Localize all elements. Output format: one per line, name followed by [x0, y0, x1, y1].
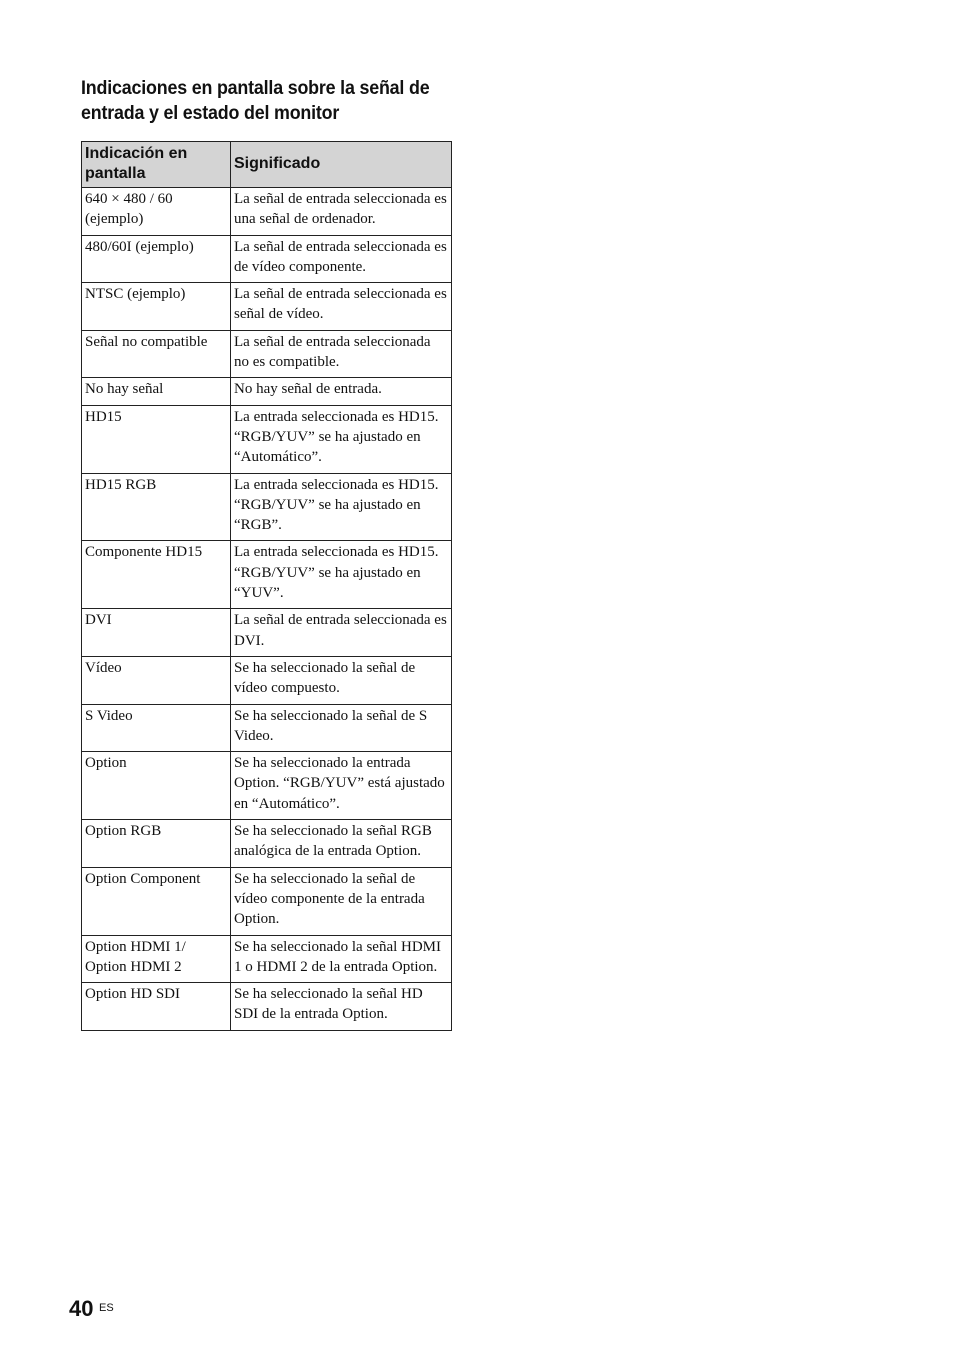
indication-cell: Option HDMI 1/ Option HDMI 2: [82, 935, 231, 983]
meaning-cell: La señal de entrada seleccionada es señal de vídeo.: [231, 283, 452, 331]
page-number: 40: [69, 1296, 94, 1321]
meaning-cell: Se ha seleccionado la señal de vídeo componente de la entrada Option.: [231, 867, 452, 935]
table-row: [82, 983, 452, 1031]
meaning-cell: Se ha seleccionado la señal RGB analógica de la entrada Option.: [231, 820, 452, 868]
indication-cell: Option: [82, 752, 231, 820]
meaning-cell: La señal de entrada seleccionada es DVI.: [231, 609, 452, 657]
table-row: [82, 609, 452, 657]
indication-cell: Option Component: [82, 867, 231, 935]
table-row: [82, 235, 452, 283]
table-row: [82, 935, 452, 983]
indication-cell: S Video: [82, 704, 231, 752]
meaning-cell: La señal de entrada seleccionada es de vídeo componente.: [231, 235, 452, 283]
indication-cell: NTSC (ejemplo): [82, 283, 231, 331]
header-indicacion: Indicación en pantalla: [82, 142, 231, 188]
indication-cell: 480/60I (ejemplo): [82, 235, 231, 283]
meaning-cell: La señal de entrada seleccionada no es compatible.: [231, 330, 452, 378]
table-row: [82, 656, 452, 704]
indication-cell: Option HD SDI: [82, 983, 231, 1031]
meaning-cell: La entrada seleccionada es HD15. “RGB/YUV” se ha ajustado en “YUV”.: [231, 541, 452, 609]
table-row: [82, 752, 452, 820]
indication-cell: Señal no compatible: [82, 330, 231, 378]
table-row: [82, 283, 452, 331]
table-row: [82, 405, 452, 473]
indication-cell: 640 × 480 / 60 (ejemplo): [82, 188, 231, 236]
section-title: Indicaciones en pantalla sobre la señal de entrada y el estado del monitor: [81, 78, 430, 124]
indication-cell: HD15 RGB: [82, 473, 231, 541]
table-row: [82, 867, 452, 935]
table-row: [82, 330, 452, 378]
meaning-cell: Se ha seleccionado la señal de S Video.: [231, 704, 452, 752]
meaning-cell: Se ha seleccionado la señal HDMI 1 o HDMI 2 de la entrada Option.: [231, 935, 452, 983]
indication-cell: Option RGB: [82, 820, 231, 868]
indication-cell: Componente HD15: [82, 541, 231, 609]
table-row: [82, 541, 452, 609]
table-row: [82, 820, 452, 868]
meaning-cell: La señal de entrada seleccionada es una señal de ordenador.: [231, 188, 452, 236]
indication-cell: DVI: [82, 609, 231, 657]
table-row: [82, 188, 452, 236]
meaning-cell: La entrada seleccionada es HD15. “RGB/YUV” se ha ajustado en “RGB”.: [231, 473, 452, 541]
meaning-cell: La entrada seleccionada es HD15. “RGB/YUV” se ha ajustado en “Automático”.: [231, 405, 452, 473]
table-row: [82, 704, 452, 752]
table-header-row: [82, 142, 452, 188]
meaning-cell: Se ha seleccionado la señal HD SDI de la entrada Option.: [231, 983, 452, 1031]
table-row: [82, 378, 452, 405]
signal-indications-table: [81, 141, 452, 1031]
page-language-code: ES: [99, 1302, 114, 1314]
indication-cell: Vídeo: [82, 656, 231, 704]
header-significado: Significado: [231, 142, 452, 188]
table-row: [82, 473, 452, 541]
meaning-cell: No hay señal de entrada.: [231, 378, 452, 405]
meaning-cell: Se ha seleccionado la entrada Option. “RGB/YUV” está ajustado en “Automático”.: [231, 752, 452, 820]
indication-cell: No hay señal: [82, 378, 231, 405]
meaning-cell: Se ha seleccionado la señal de vídeo compuesto.: [231, 656, 452, 704]
indication-cell: HD15: [82, 405, 231, 473]
